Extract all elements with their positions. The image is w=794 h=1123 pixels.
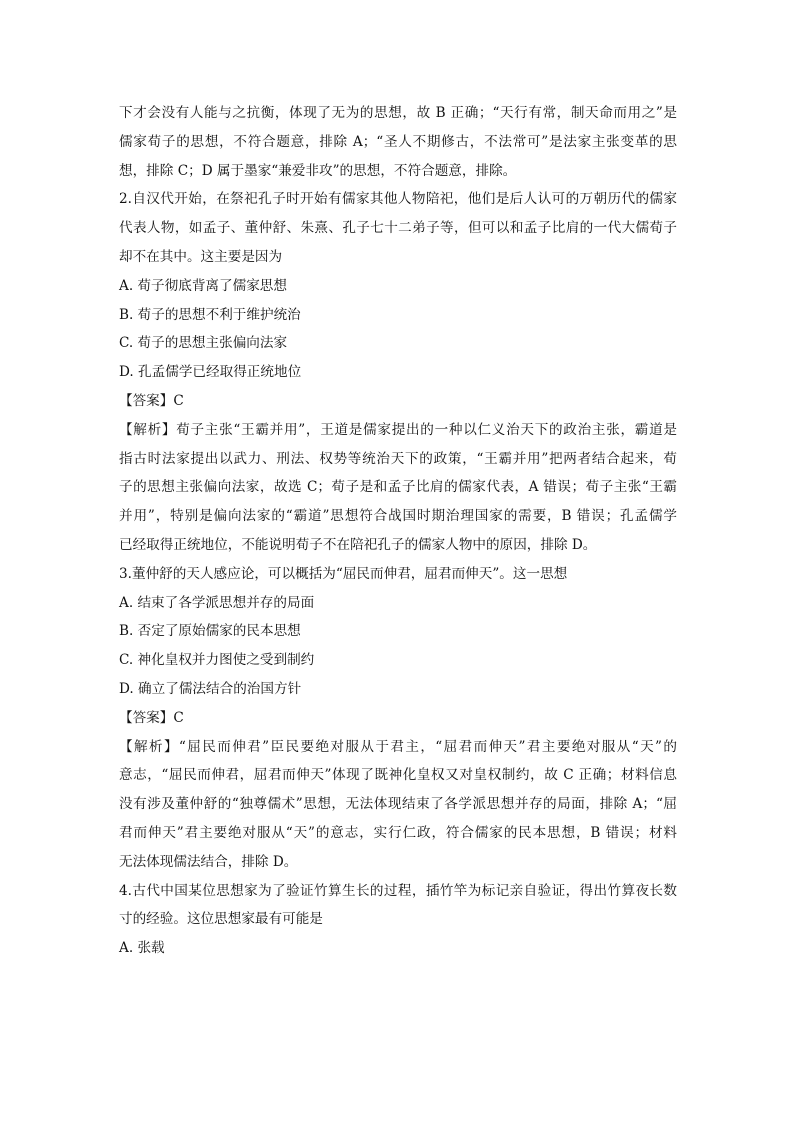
analysis-line: 君而伸天”君主要绝对服从“天”的意志，实行仁政，符合儒家的民本思想，B 错误；材料	[119, 824, 677, 841]
option-d: D. 确立了儒法结合的治国方针	[119, 680, 302, 697]
option-a: A. 张载	[119, 940, 165, 957]
analysis-line: 指古时法家提出以武力、刑法、权势等统治天下的政策，“王霸并用”把两者结合起来，荀	[119, 450, 677, 467]
question-stem-line: 3.董仲舒的天人感应论，可以概括为“屈民而伸君，屈君而伸天”。这一思想	[119, 565, 568, 582]
answer-label: 【答案】C	[119, 392, 184, 409]
option-c: C. 神化皇权并力图使之受到制约	[119, 652, 315, 669]
question-2	[119, 185, 677, 559]
option-a: A. 荀子彻底背离了儒家思想	[119, 277, 287, 294]
analysis-line: 【解析】“屈民而伸君”臣民要绝对服从于君主，“屈君而伸天”君主要绝对服从“天”的	[119, 738, 677, 755]
analysis-line: 并用”，特别是偏向法家的“霸道”思想符合战国时期治理国家的需要，B 错误；孔孟儒学	[119, 508, 677, 525]
document-body	[119, 99, 677, 963]
text-line: 下才会没有人能与之抗衡，体现了无为的思想，故 B 正确；“天行有常，制天命而用之”是	[119, 105, 677, 121]
option-b: B. 荀子的思想不利于维护统治	[119, 306, 301, 323]
analysis-line: 无法体现儒法结合，排除 D。	[119, 853, 298, 870]
previous-analysis-continuation	[119, 99, 677, 185]
analysis-line: 已经取得正统地位，不能说明荀子不在陪祀孔子的儒家人物中的原因，排除 D。	[119, 536, 597, 553]
option-c: C. 荀子的思想主张偏向法家	[119, 335, 288, 352]
option-a: A. 结束了各学派思想并存的局面	[119, 594, 315, 611]
analysis-line: 意志，“屈民而伸君，屈君而伸天”体现了既神化皇权又对皇权制约，故 C 正确；材料信息	[119, 767, 677, 784]
analysis-line: 子的思想主张偏向法家，故选 C；荀子是和孟子比肩的儒家代表，A 错误；荀子主张“王霸	[119, 479, 677, 496]
question-stem-line: 2.自汉代开始，在祭祀孔子时开始有儒家其他人物陪祀，他们是后人认可的万朝历代的儒家	[119, 191, 677, 208]
answer-label: 【答案】C	[119, 709, 184, 726]
question-stem-line: 寸的经验。这位思想家最有可能是	[119, 911, 323, 928]
text-line: 想，排除 C；D 属于墨家“兼爱非攻”的思想，不符合题意，排除。	[119, 162, 517, 179]
option-b: B. 否定了原始儒家的民本思想	[119, 623, 301, 640]
question-stem-line: 4.古代中国某位思想家为了验证竹算生长的过程，插竹竿为标记亲自验证，得出竹算夜长数	[119, 882, 677, 899]
analysis-line: 没有涉及董仲舒的“独尊儒术”思想，无法体现结束了各学派思想并存的局面，排除 A；“屈	[119, 796, 677, 813]
question-4	[119, 877, 677, 963]
analysis-line: 【解析】荀子主张“王霸并用”，王道是儒家提出的一种以仁义治天下的政治主张，霸道是	[119, 421, 677, 438]
option-d: D. 孔孟儒学已经取得正统地位	[119, 364, 302, 381]
question-3	[119, 560, 677, 877]
question-stem-line: 却不在其中。这主要是因为	[119, 248, 283, 265]
question-stem-line: 代表人物，如孟子、董仲舒、朱熹、孔子七十二弟子等，但可以和孟子比肩的一代大儒荀子	[119, 220, 677, 237]
text-line: 儒家荀子的思想，不符合题意，排除 A；“圣人不期修古，不法常可”是法家主张变革的思	[119, 133, 677, 150]
